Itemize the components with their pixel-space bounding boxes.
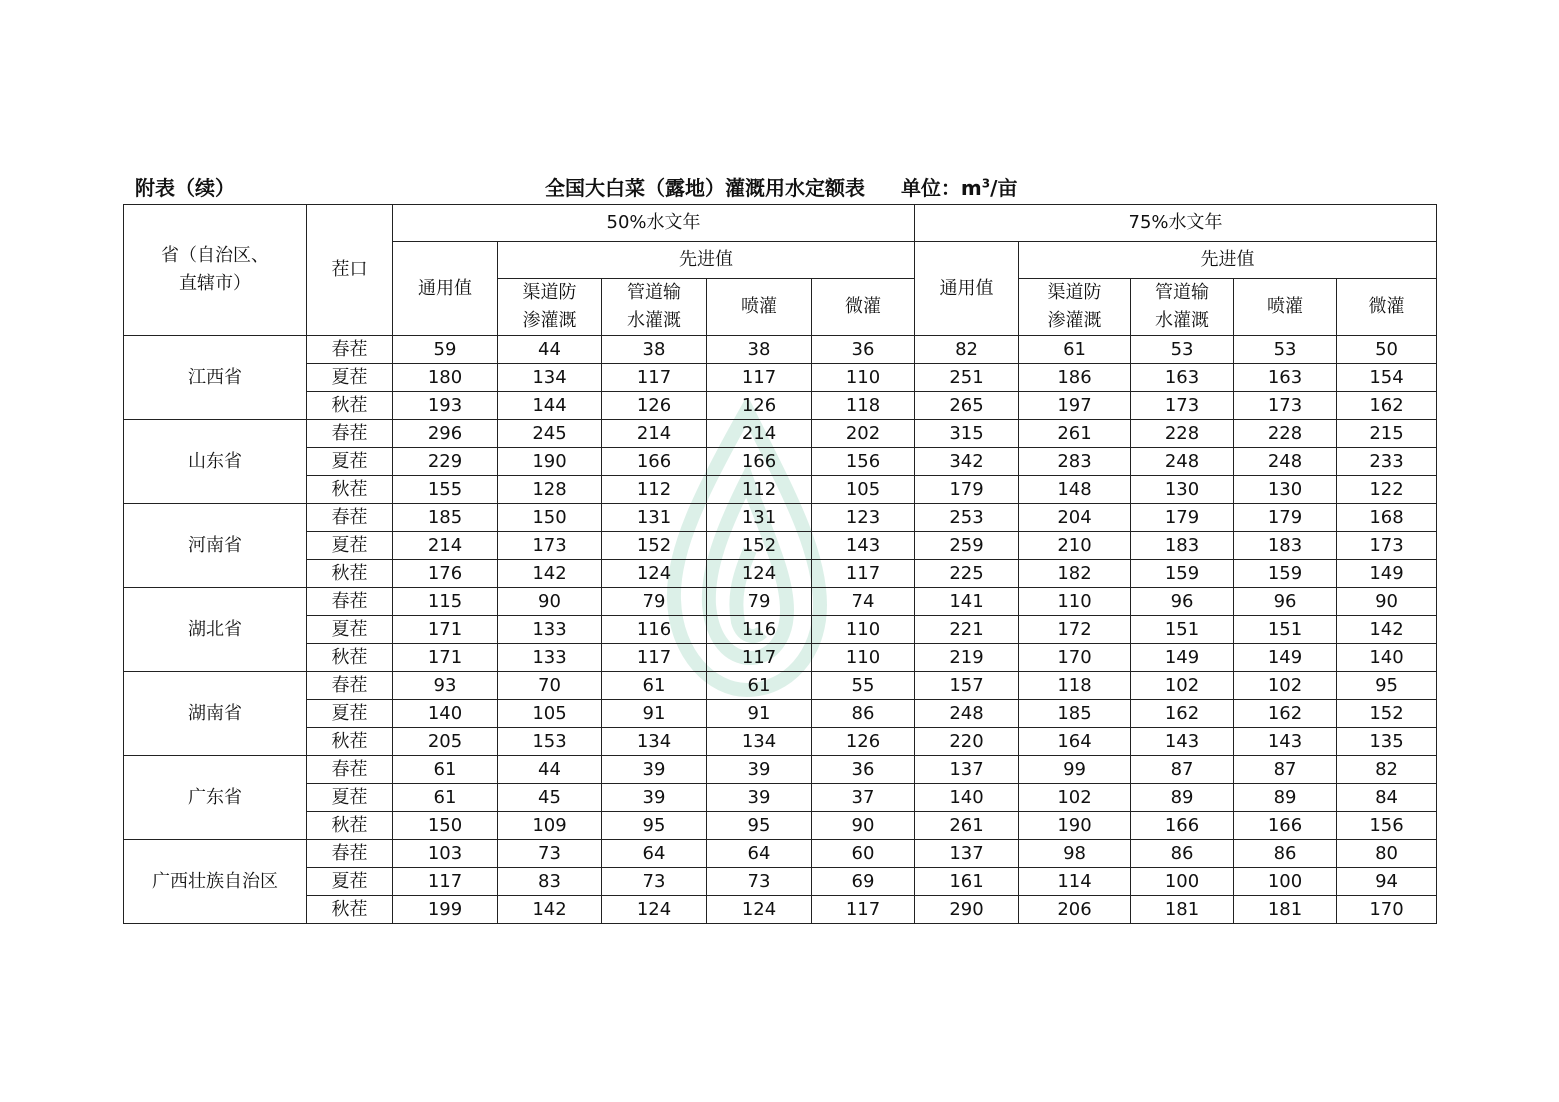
value-cell: 37 [812, 784, 915, 812]
value-cell: 70 [498, 672, 602, 700]
value-cell: 152 [1337, 700, 1437, 728]
header-advanced-50: 先进值 [498, 242, 915, 279]
value-cell: 87 [1234, 756, 1337, 784]
value-cell: 199 [393, 896, 498, 924]
value-cell: 82 [1337, 756, 1437, 784]
value-cell: 134 [707, 728, 812, 756]
value-cell: 109 [498, 812, 602, 840]
value-cell: 79 [707, 588, 812, 616]
value-cell: 185 [1019, 700, 1131, 728]
value-cell: 261 [1019, 420, 1131, 448]
value-cell: 61 [1019, 336, 1131, 364]
value-cell: 73 [602, 868, 707, 896]
value-cell: 95 [707, 812, 812, 840]
value-cell: 141 [915, 588, 1019, 616]
value-cell: 124 [602, 896, 707, 924]
value-cell: 155 [393, 476, 498, 504]
value-cell: 112 [602, 476, 707, 504]
season-cell: 秋茬 [307, 812, 393, 840]
value-cell: 140 [1337, 644, 1437, 672]
value-cell: 61 [393, 784, 498, 812]
season-cell: 秋茬 [307, 560, 393, 588]
table-row [124, 644, 1437, 672]
header-pipe-75 [1131, 279, 1234, 336]
table-row [124, 896, 1437, 924]
header-pipe-line1: 管道输 [1155, 282, 1210, 303]
value-cell: 59 [393, 336, 498, 364]
value-cell: 164 [1019, 728, 1131, 756]
value-cell: 179 [1131, 504, 1234, 532]
header-pipe-50 [602, 279, 707, 336]
value-cell: 64 [602, 840, 707, 868]
value-cell: 91 [707, 700, 812, 728]
table-row [124, 504, 1437, 532]
value-cell: 117 [812, 560, 915, 588]
value-cell: 171 [393, 644, 498, 672]
value-cell: 90 [1337, 588, 1437, 616]
header-canal-line1: 渠道防 [522, 282, 577, 303]
value-cell: 38 [602, 336, 707, 364]
value-cell: 265 [915, 392, 1019, 420]
value-cell: 342 [915, 448, 1019, 476]
value-cell: 179 [1234, 504, 1337, 532]
header-advanced-75: 先进值 [1019, 242, 1437, 279]
value-cell: 193 [393, 392, 498, 420]
table-row [124, 420, 1437, 448]
value-cell: 131 [707, 504, 812, 532]
value-cell: 261 [915, 812, 1019, 840]
value-cell: 103 [393, 840, 498, 868]
value-cell: 170 [1337, 896, 1437, 924]
table-row [124, 392, 1437, 420]
header-sprinkler-75: 喷灌 [1234, 279, 1337, 336]
value-cell: 170 [1019, 644, 1131, 672]
value-cell: 36 [812, 336, 915, 364]
value-cell: 102 [1234, 672, 1337, 700]
table-row [124, 448, 1437, 476]
value-cell: 44 [498, 336, 602, 364]
value-cell: 126 [602, 392, 707, 420]
value-cell: 228 [1234, 420, 1337, 448]
value-cell: 229 [393, 448, 498, 476]
province-cell: 广东省 [124, 756, 307, 840]
value-cell: 53 [1234, 336, 1337, 364]
value-cell: 61 [602, 672, 707, 700]
value-cell: 60 [812, 840, 915, 868]
header-canal-line1: 渠道防 [1047, 282, 1102, 303]
value-cell: 153 [498, 728, 602, 756]
header-canal-75 [1019, 279, 1131, 336]
value-cell: 185 [393, 504, 498, 532]
header-micro-75: 微灌 [1337, 279, 1437, 336]
value-cell: 233 [1337, 448, 1437, 476]
value-cell: 140 [915, 784, 1019, 812]
value-cell: 114 [1019, 868, 1131, 896]
value-cell: 183 [1234, 532, 1337, 560]
season-cell: 春茬 [307, 588, 393, 616]
table-row [124, 812, 1437, 840]
header-canal-line2: 渗灌溉 [1047, 310, 1102, 331]
value-cell: 173 [498, 532, 602, 560]
header-province-line2: 直辖市） [179, 273, 251, 294]
value-cell: 152 [602, 532, 707, 560]
season-cell: 夏茬 [307, 616, 393, 644]
value-cell: 126 [812, 728, 915, 756]
value-cell: 204 [1019, 504, 1131, 532]
value-cell: 96 [1234, 588, 1337, 616]
value-cell: 117 [602, 644, 707, 672]
value-cell: 143 [812, 532, 915, 560]
value-cell: 163 [1131, 364, 1234, 392]
value-cell: 86 [1234, 840, 1337, 868]
table-title [545, 172, 1017, 201]
header-year-50: 50%水文年 [393, 205, 915, 242]
value-cell: 116 [602, 616, 707, 644]
value-cell: 150 [393, 812, 498, 840]
value-cell: 190 [1019, 812, 1131, 840]
value-cell: 150 [498, 504, 602, 532]
value-cell: 149 [1337, 560, 1437, 588]
value-cell: 162 [1234, 700, 1337, 728]
value-cell: 133 [498, 644, 602, 672]
value-cell: 143 [1131, 728, 1234, 756]
value-cell: 159 [1234, 560, 1337, 588]
value-cell: 36 [812, 756, 915, 784]
value-cell: 79 [602, 588, 707, 616]
table-row [124, 840, 1437, 868]
value-cell: 134 [498, 364, 602, 392]
value-cell: 112 [707, 476, 812, 504]
value-cell: 95 [602, 812, 707, 840]
value-cell: 74 [812, 588, 915, 616]
province-cell: 山东省 [124, 420, 307, 504]
title-text: 全国大白菜（露地）灌溉用水定额表 [545, 176, 865, 200]
season-cell: 夏茬 [307, 784, 393, 812]
season-cell: 春茬 [307, 672, 393, 700]
value-cell: 44 [498, 756, 602, 784]
value-cell: 168 [1337, 504, 1437, 532]
value-cell: 134 [602, 728, 707, 756]
value-cell: 95 [1337, 672, 1437, 700]
season-cell: 春茬 [307, 420, 393, 448]
value-cell: 173 [1131, 392, 1234, 420]
value-cell: 110 [812, 364, 915, 392]
season-cell: 春茬 [307, 756, 393, 784]
value-cell: 123 [812, 504, 915, 532]
value-cell: 142 [1337, 616, 1437, 644]
value-cell: 157 [915, 672, 1019, 700]
value-cell: 180 [393, 364, 498, 392]
value-cell: 166 [707, 448, 812, 476]
value-cell: 162 [1337, 392, 1437, 420]
value-cell: 166 [1234, 812, 1337, 840]
quota-table [123, 204, 1437, 924]
value-cell: 142 [498, 896, 602, 924]
value-cell: 163 [1234, 364, 1337, 392]
value-cell: 154 [1337, 364, 1437, 392]
value-cell: 94 [1337, 868, 1437, 896]
value-cell: 126 [707, 392, 812, 420]
value-cell: 173 [1234, 392, 1337, 420]
value-cell: 137 [915, 756, 1019, 784]
value-cell: 124 [707, 560, 812, 588]
value-cell: 100 [1234, 868, 1337, 896]
value-cell: 98 [1019, 840, 1131, 868]
header-canal-50 [498, 279, 602, 336]
value-cell: 296 [393, 420, 498, 448]
value-cell: 130 [1234, 476, 1337, 504]
value-cell: 220 [915, 728, 1019, 756]
value-cell: 219 [915, 644, 1019, 672]
value-cell: 115 [393, 588, 498, 616]
value-cell: 96 [1131, 588, 1234, 616]
unit-prefix: 单位：m [900, 176, 982, 200]
value-cell: 64 [707, 840, 812, 868]
value-cell: 84 [1337, 784, 1437, 812]
table-row [124, 756, 1437, 784]
value-cell: 39 [602, 784, 707, 812]
season-cell: 春茬 [307, 504, 393, 532]
value-cell: 89 [1131, 784, 1234, 812]
value-cell: 69 [812, 868, 915, 896]
value-cell: 214 [602, 420, 707, 448]
value-cell: 197 [1019, 392, 1131, 420]
season-cell: 夏茬 [307, 868, 393, 896]
header-canal-line2: 渗灌溉 [522, 310, 577, 331]
value-cell: 144 [498, 392, 602, 420]
season-cell: 夏茬 [307, 364, 393, 392]
value-cell: 183 [1131, 532, 1234, 560]
value-cell: 253 [915, 504, 1019, 532]
season-cell: 春茬 [307, 840, 393, 868]
value-cell: 39 [707, 756, 812, 784]
header-micro-50: 微灌 [812, 279, 915, 336]
header-pipe-line2: 水灌溉 [1155, 310, 1210, 331]
value-cell: 259 [915, 532, 1019, 560]
table-row [124, 868, 1437, 896]
table-row [124, 588, 1437, 616]
table-row [124, 784, 1437, 812]
value-cell: 117 [393, 868, 498, 896]
value-cell: 221 [915, 616, 1019, 644]
value-cell: 166 [1131, 812, 1234, 840]
value-cell: 131 [602, 504, 707, 532]
province-cell: 江西省 [124, 336, 307, 420]
value-cell: 117 [707, 364, 812, 392]
value-cell: 100 [1131, 868, 1234, 896]
value-cell: 83 [498, 868, 602, 896]
value-cell: 53 [1131, 336, 1234, 364]
value-cell: 152 [707, 532, 812, 560]
value-cell: 128 [498, 476, 602, 504]
value-cell: 149 [1234, 644, 1337, 672]
value-cell: 86 [1131, 840, 1234, 868]
season-cell: 夏茬 [307, 448, 393, 476]
value-cell: 137 [915, 840, 1019, 868]
value-cell: 86 [812, 700, 915, 728]
value-cell: 39 [707, 784, 812, 812]
value-cell: 202 [812, 420, 915, 448]
value-cell: 118 [812, 392, 915, 420]
value-cell: 116 [707, 616, 812, 644]
value-cell: 190 [498, 448, 602, 476]
table-row [124, 672, 1437, 700]
province-cell: 湖北省 [124, 588, 307, 672]
value-cell: 156 [812, 448, 915, 476]
value-cell: 290 [915, 896, 1019, 924]
value-cell: 122 [1337, 476, 1437, 504]
value-cell: 118 [1019, 672, 1131, 700]
table-row [124, 700, 1437, 728]
value-cell: 176 [393, 560, 498, 588]
header-sprinkler-50: 喷灌 [707, 279, 812, 336]
value-cell: 61 [393, 756, 498, 784]
value-cell: 214 [393, 532, 498, 560]
table-row [124, 336, 1437, 364]
value-cell: 148 [1019, 476, 1131, 504]
value-cell: 110 [812, 616, 915, 644]
season-cell: 秋茬 [307, 392, 393, 420]
value-cell: 151 [1234, 616, 1337, 644]
value-cell: 179 [915, 476, 1019, 504]
table-row [124, 728, 1437, 756]
value-cell: 315 [915, 420, 1019, 448]
value-cell: 50 [1337, 336, 1437, 364]
value-cell: 45 [498, 784, 602, 812]
value-cell: 171 [393, 616, 498, 644]
header-season: 茬口 [307, 205, 393, 336]
value-cell: 80 [1337, 840, 1437, 868]
header-general-75: 通用值 [915, 242, 1019, 336]
value-cell: 162 [1131, 700, 1234, 728]
value-cell: 214 [707, 420, 812, 448]
season-cell: 夏茬 [307, 700, 393, 728]
unit-superscript: 3 [981, 176, 991, 191]
value-cell: 172 [1019, 616, 1131, 644]
unit-suffix: /亩 [990, 176, 1018, 200]
value-cell: 93 [393, 672, 498, 700]
value-cell: 166 [602, 448, 707, 476]
value-cell: 206 [1019, 896, 1131, 924]
value-cell: 205 [393, 728, 498, 756]
table-row [124, 616, 1437, 644]
header-year-75: 75%水文年 [915, 205, 1437, 242]
value-cell: 110 [1019, 588, 1131, 616]
value-cell: 61 [707, 672, 812, 700]
value-cell: 102 [1019, 784, 1131, 812]
table-row [124, 532, 1437, 560]
value-cell: 151 [1131, 616, 1234, 644]
season-cell: 夏茬 [307, 532, 393, 560]
value-cell: 149 [1131, 644, 1234, 672]
value-cell: 245 [498, 420, 602, 448]
value-cell: 143 [1234, 728, 1337, 756]
value-cell: 135 [1337, 728, 1437, 756]
header-pipe-line2: 水灌溉 [627, 310, 681, 331]
value-cell: 182 [1019, 560, 1131, 588]
value-cell: 161 [915, 868, 1019, 896]
table-row [124, 560, 1437, 588]
value-cell: 105 [812, 476, 915, 504]
value-cell: 39 [602, 756, 707, 784]
table-row [124, 364, 1437, 392]
value-cell: 248 [915, 700, 1019, 728]
province-cell: 广西壮族自治区 [124, 840, 307, 924]
value-cell: 186 [1019, 364, 1131, 392]
value-cell: 181 [1234, 896, 1337, 924]
value-cell: 124 [707, 896, 812, 924]
value-cell: 225 [915, 560, 1019, 588]
value-cell: 91 [602, 700, 707, 728]
value-cell: 210 [1019, 532, 1131, 560]
header-general-50: 通用值 [393, 242, 498, 336]
value-cell: 99 [1019, 756, 1131, 784]
value-cell: 140 [393, 700, 498, 728]
value-cell: 142 [498, 560, 602, 588]
value-cell: 181 [1131, 896, 1234, 924]
value-cell: 173 [1337, 532, 1437, 560]
value-cell: 105 [498, 700, 602, 728]
season-cell: 秋茬 [307, 476, 393, 504]
value-cell: 73 [498, 840, 602, 868]
value-cell: 117 [602, 364, 707, 392]
value-cell: 215 [1337, 420, 1437, 448]
value-cell: 55 [812, 672, 915, 700]
value-cell: 90 [812, 812, 915, 840]
value-cell: 130 [1131, 476, 1234, 504]
value-cell: 102 [1131, 672, 1234, 700]
season-cell: 秋茬 [307, 896, 393, 924]
value-cell: 248 [1234, 448, 1337, 476]
value-cell: 156 [1337, 812, 1437, 840]
header-province-line1: 省（自治区、 [161, 245, 269, 266]
header-province [124, 205, 307, 336]
value-cell: 110 [812, 644, 915, 672]
value-cell: 228 [1131, 420, 1234, 448]
season-cell: 秋茬 [307, 644, 393, 672]
value-cell: 117 [812, 896, 915, 924]
value-cell: 159 [1131, 560, 1234, 588]
season-cell: 春茬 [307, 336, 393, 364]
value-cell: 283 [1019, 448, 1131, 476]
value-cell: 82 [915, 336, 1019, 364]
value-cell: 124 [602, 560, 707, 588]
value-cell: 248 [1131, 448, 1234, 476]
value-cell: 38 [707, 336, 812, 364]
value-cell: 87 [1131, 756, 1234, 784]
value-cell: 133 [498, 616, 602, 644]
season-cell: 秋茬 [307, 728, 393, 756]
value-cell: 117 [707, 644, 812, 672]
caption-appendix: 附表（续） [135, 176, 235, 200]
province-cell: 湖南省 [124, 672, 307, 756]
header-pipe-line1: 管道输 [627, 282, 681, 303]
table-row [124, 476, 1437, 504]
province-cell: 河南省 [124, 504, 307, 588]
value-cell: 251 [915, 364, 1019, 392]
value-cell: 90 [498, 588, 602, 616]
value-cell: 89 [1234, 784, 1337, 812]
value-cell: 73 [707, 868, 812, 896]
